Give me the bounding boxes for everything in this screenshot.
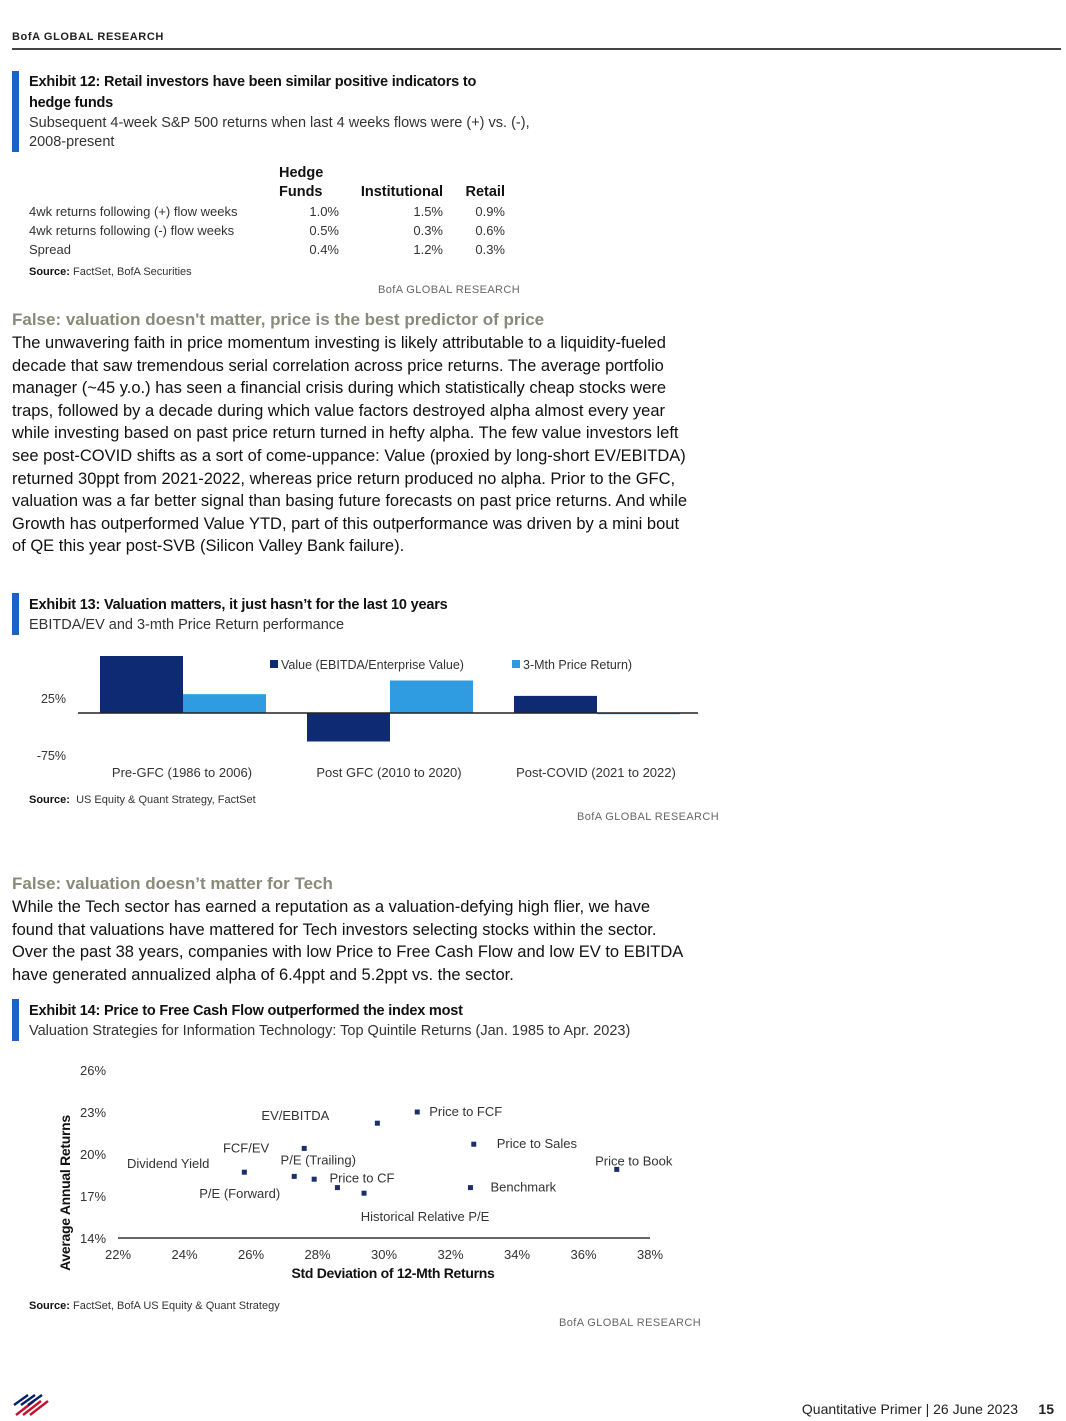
y-tick-label: 23%: [80, 1105, 107, 1120]
col-retail: Retail: [465, 184, 505, 200]
exhibit13-title: Exhibit 13: Valuation matters, it just hasn’t for the last 10 years: [29, 597, 448, 613]
section1-heading: False: valuation doesn't matter, price is the best predictor of price: [12, 310, 545, 329]
y-tick-label: 25%: [40, 692, 66, 706]
point-label-dividend-yield: Dividend Yield: [126, 1156, 210, 1172]
col-hedge-line2: Funds: [279, 184, 323, 200]
exhibit12-accent-bar: [12, 71, 19, 152]
point-dividend-yield: [242, 1170, 247, 1175]
source-label: Source:: [29, 794, 70, 806]
point-price-to-sales: [471, 1142, 476, 1147]
point-price-to-fcf: [415, 1110, 420, 1115]
x-tick-label: 38%: [636, 1247, 664, 1262]
exhibit12-table-wrap: [29, 164, 505, 259]
exhibit13-subtitle: EBITDA/EV and 3-mth Price Return performance: [29, 617, 345, 633]
y-axis-title: Average Annual Returns: [57, 1115, 73, 1271]
exhibit12-table: [29, 164, 505, 259]
x-axis-title: Std Deviation of 12-Mth Returns: [291, 1265, 495, 1281]
bar-price-1: [390, 681, 473, 713]
source-label: Source:: [29, 1300, 70, 1312]
point-group: [127, 1104, 673, 1224]
exhibit13-accent-bar: [12, 593, 19, 635]
cell-inst: 0.3%: [413, 223, 443, 238]
cell-inst: 1.5%: [413, 204, 443, 219]
page-number: 15: [1038, 1401, 1054, 1417]
exhibit12-subtitle-line1: Subsequent 4-week S&P 500 returns when last 4 weeks flows were (+) vs. (-),: [29, 115, 530, 131]
point-label-p-e-forward: P/E (Forward): [199, 1186, 281, 1202]
exhibit14-accent-bar: [12, 999, 19, 1041]
point-label-price-to-book: Price to Book: [595, 1153, 673, 1169]
cell-hedge: 0.5%: [309, 223, 339, 238]
exhibit13-chart: [0, 640, 720, 790]
exhibit12-source: [29, 266, 192, 278]
footer-doc-title: Quantitative Primer | 26 June 2023: [801, 1401, 1018, 1417]
x-tick-label: 22%: [104, 1247, 132, 1262]
section1-body: The unwavering faith in price momentum investing is likely attributable to a liquidity-fueled decade that saw tremendous serial correlation across price returns. The average portfolio manager (~45 y.o.) has seen a financial crisis during which statistically cheap stocks were traps, followed by a decade during which value factors destroyed alpha almost every year while investing based on past price return turned in hefty alpha. The few value investors left see post-COVID shifts as a sort of come-uppance: Value (proxied by long-short EV/EBITDA) returned 30ppt from 2021-2022, whereas price return produced no alpha. Prior to the GFC, valuation was a far better signal than basing future forecasts on past price returns. And while Growth has outperformed Value YTD, part of this outperformance was driven by a mini bout of QE this year post-SVB (Silicon Valley Bank failure).: [12, 334, 688, 556]
point-price-to-cf: [335, 1185, 340, 1190]
point-p-e-trailing: [292, 1174, 297, 1179]
bar-value-2: [514, 696, 597, 713]
point-label-price-to-cf: Price to CF: [329, 1170, 395, 1186]
legend-label-price: 3-Mth Price Return): [523, 658, 633, 672]
exhibit13-brand: BofA GLOBAL RESEARCH: [577, 811, 720, 823]
section2-heading: False: valuation doesn’t matter for Tech: [12, 874, 333, 893]
point-label-benchmark: Benchmark: [490, 1179, 557, 1195]
table-row: [29, 221, 505, 240]
legend-label-value: Value (EBITDA/Enterprise Value): [281, 658, 464, 672]
source-text: FactSet, BofA Securities: [73, 266, 192, 278]
bar-value-0: [100, 656, 183, 713]
y-tick-label: 20%: [80, 1147, 107, 1162]
point-label-price-to-sales: Price to Sales: [496, 1136, 577, 1152]
legend-swatch-price: [512, 660, 520, 668]
exhibit14-source: [29, 1300, 280, 1312]
source-text: US Equity & Quant Strategy, FactSet: [76, 794, 256, 806]
col-hedge-line1: Hedge: [279, 165, 324, 181]
section2-body: While the Tech sector has earned a reputation as a valuation-defying high flier, we have found that valuations have mattered for Tech investors selecting stocks within the sector. Over the past 38 years, companies with low Price to Free Cash Flow and low EV to EBITDA have generated annualized alpha of 6.4ppt and 5.2ppt vs. the sector.: [12, 898, 683, 984]
point-label-p-e-trailing: P/E (Trailing): [280, 1152, 356, 1168]
x-tick-label: 32%: [437, 1247, 464, 1262]
point-label-price-to-fcf: Price to FCF: [429, 1104, 503, 1119]
y-tick-label: 17%: [80, 1189, 107, 1204]
exhibit12-brand: BofA GLOBAL RESEARCH: [378, 284, 521, 296]
header-rule: [12, 48, 1061, 50]
table-row: [29, 240, 505, 259]
point-fcf-ev: [302, 1146, 307, 1151]
exhibit13-header: [29, 595, 448, 635]
cell-retail: 0.9%: [475, 204, 505, 219]
table-row: [29, 202, 505, 221]
exhibit14-subtitle: Valuation Strategies for Information Technology: Top Quintile Returns (Jan. 1985 to Apr. 2023): [29, 1023, 631, 1039]
exhibit14-chart: [0, 1050, 720, 1290]
col-hedge-funds: [279, 164, 339, 202]
source-text: FactSet, BofA US Equity & Quant Strategy: [73, 1300, 280, 1312]
row-label: Spread: [29, 242, 71, 257]
point-label-ev-ebitda: EV/EBITDA: [261, 1108, 330, 1124]
y-tick-group: [80, 1063, 106, 1246]
exhibit12-subtitle-line2: 2008-present: [29, 134, 115, 150]
x-tick-label: Post-COVID (2021 to 2022): [516, 765, 676, 780]
x-tick-label: 30%: [370, 1247, 398, 1262]
x-tick-group: [105, 1247, 663, 1262]
bar-value-1: [307, 713, 390, 742]
cell-retail: 0.3%: [475, 242, 505, 257]
exhibit12-title-line1: Exhibit 12: Retail investors have been similar positive indicators to: [29, 74, 477, 90]
row-label: 4wk returns following (-) flow weeks: [29, 223, 235, 238]
source-label: Source:: [29, 266, 70, 278]
exhibit12-title-line2: hedge funds: [29, 95, 113, 111]
exhibit12-header: [29, 72, 530, 152]
point-label-fcf-ev: FCF/EV: [222, 1140, 270, 1156]
x-tick-label: 36%: [570, 1247, 597, 1262]
x-tick-label: 28%: [304, 1247, 331, 1262]
exhibit14-brand: BofA GLOBAL RESEARCH: [559, 1317, 702, 1329]
table-header-row: [29, 164, 505, 202]
x-tick-label: 26%: [237, 1247, 265, 1262]
y-tick-label: -75%: [36, 749, 66, 763]
point-label-historical-relative-p-e: Historical Relative P/E: [360, 1209, 490, 1225]
point-benchmark: [468, 1185, 473, 1190]
exhibit13-source: [29, 794, 256, 806]
exhibit14-header: [29, 1001, 630, 1041]
header-brand: BofA GLOBAL RESEARCH: [12, 31, 164, 43]
exhibit14-title: Exhibit 14: Price to Free Cash Flow outperformed the index most: [29, 1003, 463, 1019]
x-tick-label: Pre-GFC (1986 to 2006): [111, 765, 253, 780]
cell-retail: 0.6%: [475, 223, 505, 238]
point-ev-ebitda: [375, 1121, 380, 1126]
legend-swatch-value: [270, 660, 278, 668]
bar-price-0: [183, 694, 266, 713]
x-tick-label: Post GFC (2010 to 2020): [316, 765, 462, 780]
y-tick-label: 14%: [80, 1231, 107, 1246]
bofa-logo-icon: [12, 1393, 58, 1417]
cell-hedge: 1.0%: [309, 204, 339, 219]
row-label: 4wk returns following (+) flow weeks: [29, 204, 238, 219]
point-p-e-forward: [312, 1177, 317, 1182]
point-historical-relative-p-e: [362, 1191, 367, 1196]
cell-inst: 1.2%: [413, 242, 443, 257]
x-tick-label: 24%: [171, 1247, 198, 1262]
cell-hedge: 0.4%: [309, 242, 339, 257]
col-institutional: Institutional: [360, 184, 443, 200]
x-tick-label: 34%: [503, 1247, 531, 1262]
y-tick-label: 26%: [80, 1063, 107, 1078]
